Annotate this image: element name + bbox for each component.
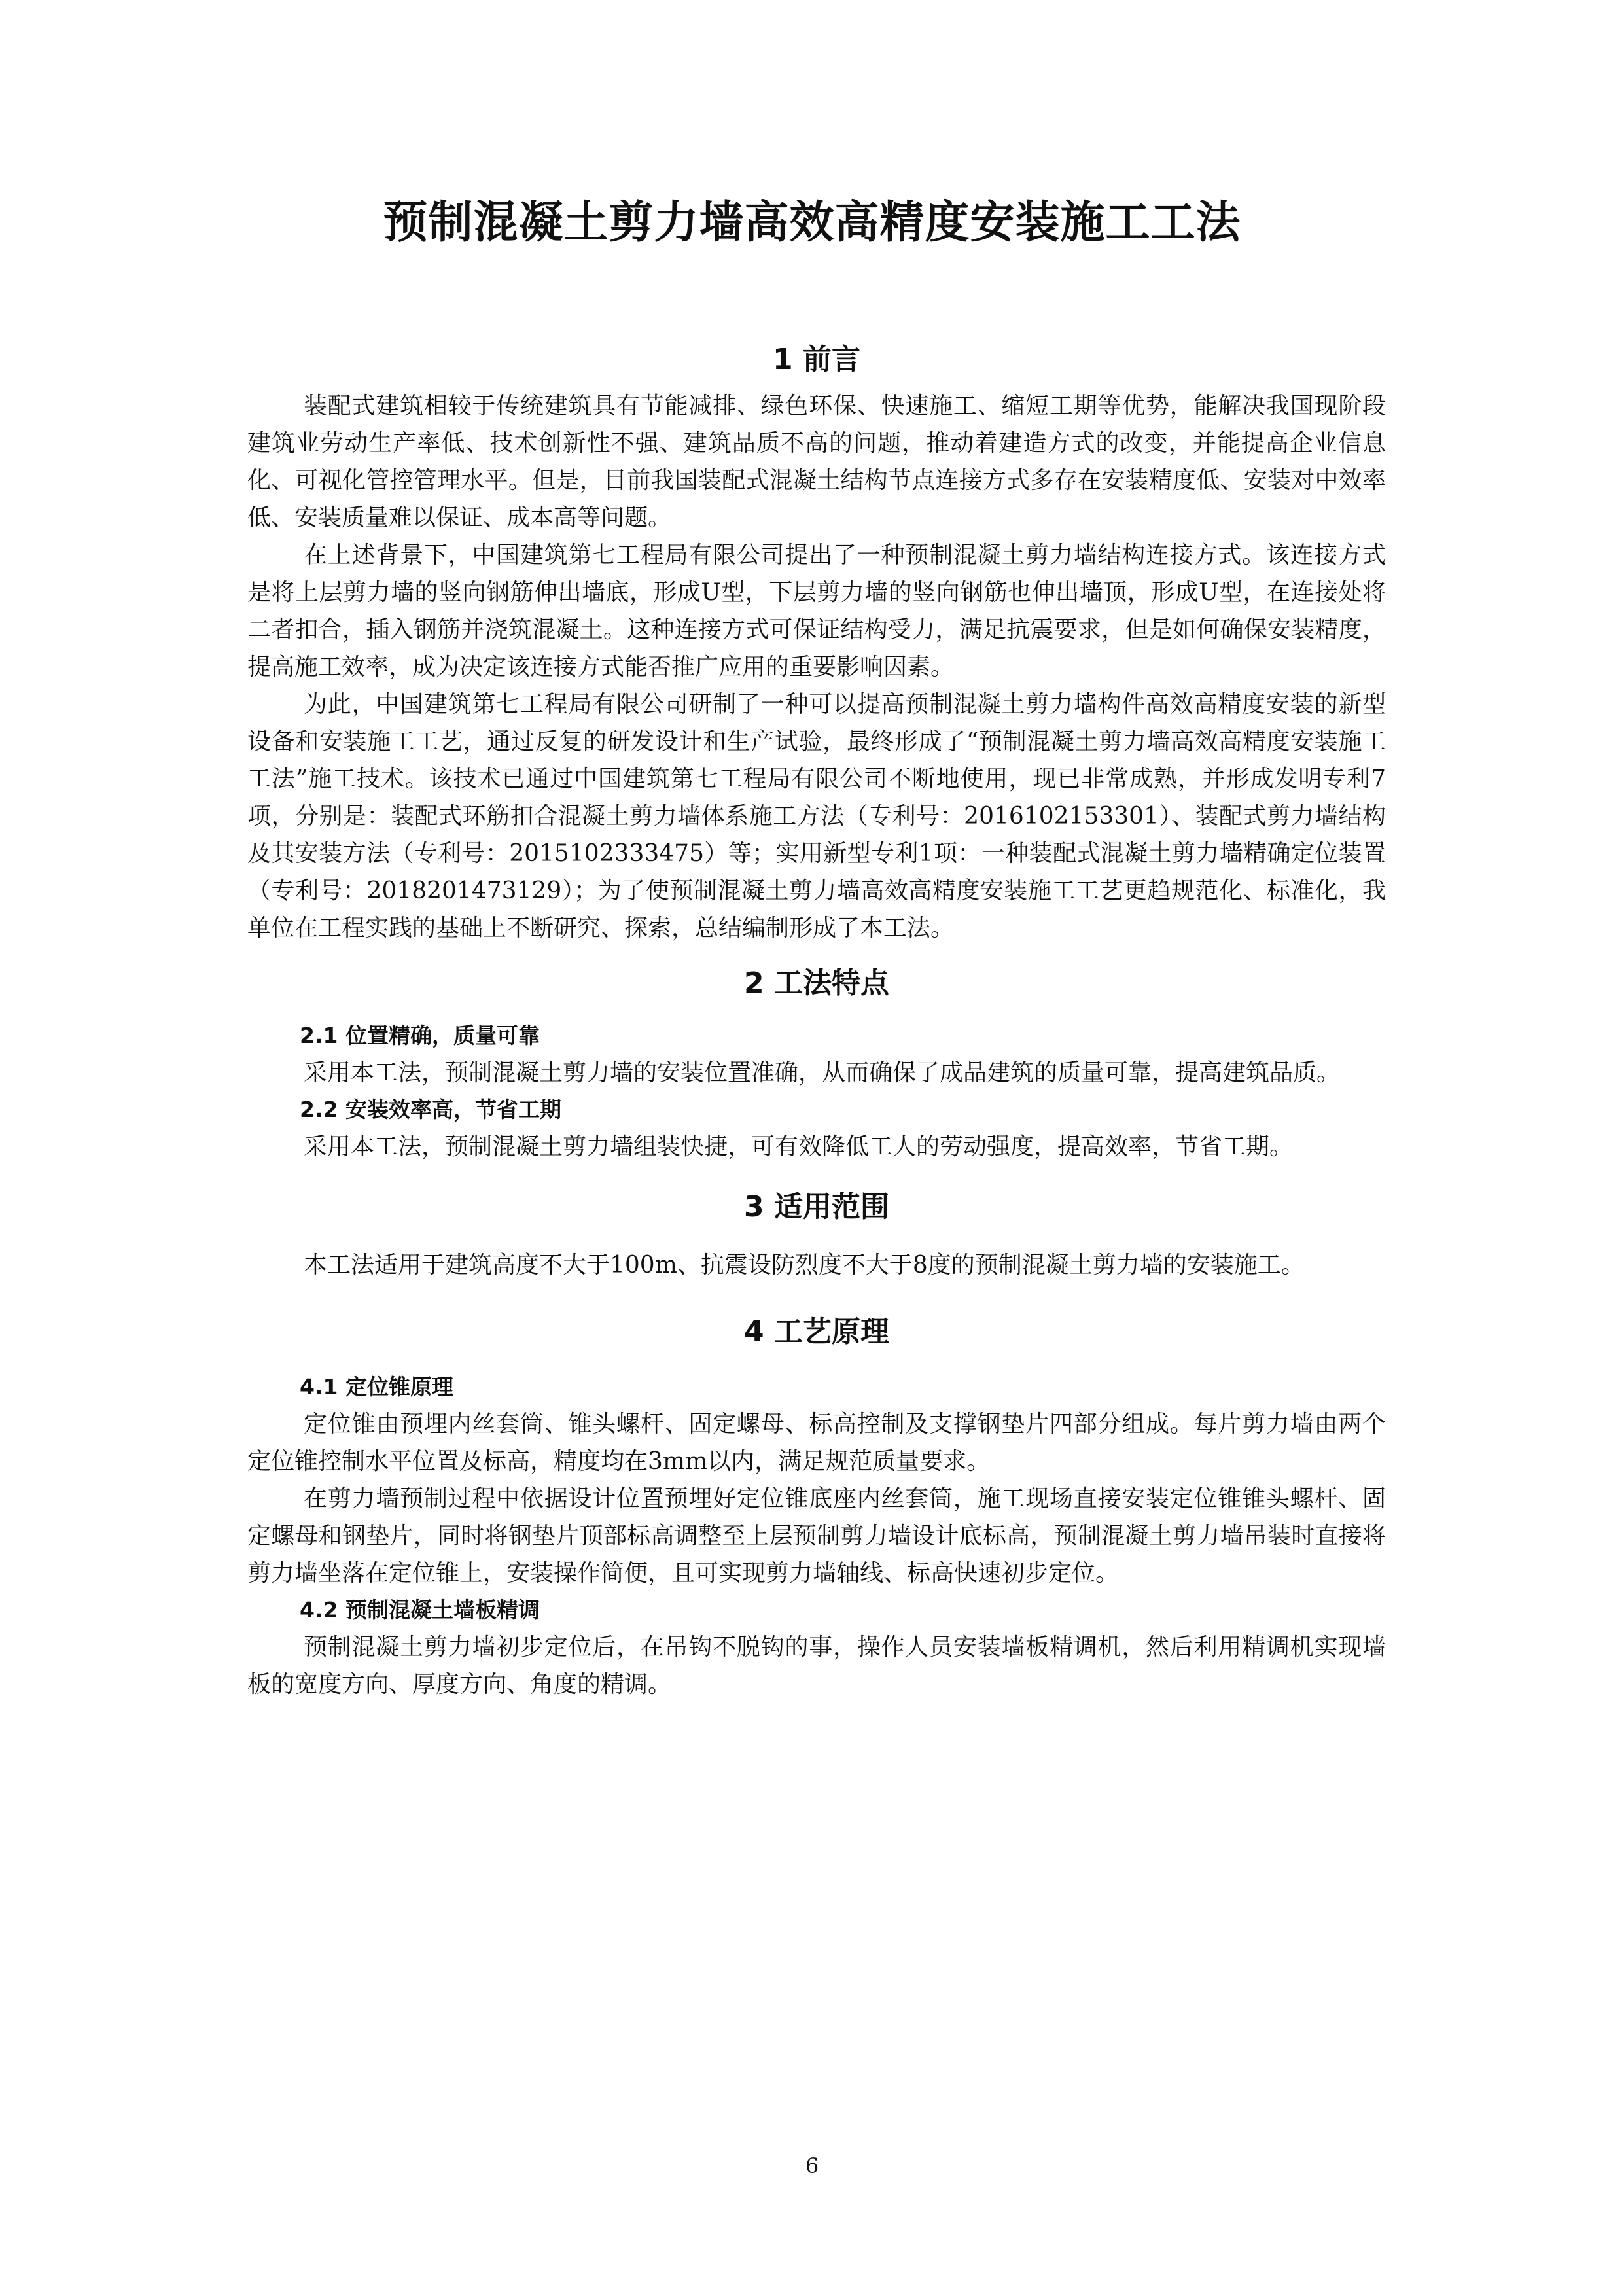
subsection-title: 位置精确，质量可靠 (345, 1023, 540, 1048)
subsection-heading (247, 1091, 1386, 1128)
paragraph: 装配式建筑相较于传统建筑具有节能减排、绿色环保、快速施工、缩短工期等优势，能解决我国现阶段建筑业劳动生产率低、技术创新性不强、建筑品质不高的问题，推动着建造方式的改变，并能提高企业信息化、可视化管控管理水平。但是，目前我国装配式混凝土结构节点连接方式多存在安装精度低、安装对中效率低、安装质量难以保证、成本高等问题。 (247, 393, 1386, 531)
section-heading: 3 适用范围 (744, 1190, 889, 1224)
section-preface (247, 340, 1386, 947)
paragraph: 预制混凝土剪力墙初步定位后，在吊钩不脱钩的事，操作人员安装墙板精调机，然后利用精调机实现墙板的宽度方向、厚度方向、角度的精调。 (247, 1634, 1386, 1698)
subsection-number: 4.2 (300, 1597, 338, 1623)
subsection-title: 预制混凝土墙板精调 (345, 1597, 540, 1623)
page-number: 6 (805, 2153, 819, 2178)
subsection-heading (247, 1369, 1386, 1405)
section-features (247, 964, 1386, 1165)
document-title: 预制混凝土剪力墙高效高精度安装施工工法 (383, 197, 1241, 249)
subsection-title: 定位锥原理 (345, 1374, 453, 1400)
paragraph: 在剪力墙预制过程中依据设计位置预埋好定位锥底座内丝套筒，施工现场直接安装定位锥锥头螺杆、固定螺母和钢垫片，同时将钢垫片顶部标高调整至上层预制剪力墙设计底标高，预制混凝土剪力墙吊装时直接将剪力墙坐落在定位锥上，安装操作简便，且可实现剪力墙轴线、标高快速初步定位。 (247, 1485, 1386, 1587)
paragraph: 采用本工法，预制混凝土剪力墙组装快捷，可有效降低工人的劳动强度，提高效率，节省工期。 (304, 1133, 1294, 1160)
section-heading: 1 前言 (773, 343, 860, 376)
subsection-heading (247, 1592, 1386, 1629)
paragraph: 本工法适用于建筑高度不大于100m、抗震设防烈度不大于8度的预制混凝土剪力墙的安装施工。 (304, 1252, 1305, 1279)
section-heading: 4 工艺原理 (744, 1315, 889, 1349)
paragraph: 为此，中国建筑第七工程局有限公司研制了一种可以提高预制混凝土剪力墙构件高效高精度安装的新型设备和安装施工工艺，通过反复的研发设计和生产试验，最终形成了“预制混凝土剪力墙高效高精度安装施工工法”施工技术。该技术已通过中国建筑第七工程局有限公司不断地使用，现已非常成熟，并形成发明专利7项，分别是：装配式环筋扣合混凝土剪力墙体系施工方法（专利号：2016102153301）、装配式剪力墙结构及其安装方法（专利号：2015102333475）等；实用新型专利1项：一种装配式混凝土剪力墙精确定位装置（专利号：2018201473129）；为了使预制混凝土剪力墙高效高精度安装施工工艺更趋规范化、标准化，我单位在工程实践的基础上不断研究、探索，总结编制形成了本工法。 (247, 691, 1386, 942)
paragraph: 定位锥由预埋内丝套筒、锥头螺杆、固定螺母、标高控制及支撑钢垫片四部分组成。每片剪力墙由两个定位锥控制水平位置及标高，精度均在3mm以内，满足规范质量要求。 (247, 1411, 1386, 1475)
subsection-number: 2.1 (300, 1023, 338, 1048)
subsection-title: 安装效率高，节省工期 (345, 1097, 561, 1122)
section-principle (247, 1313, 1386, 1703)
document-body (247, 340, 1386, 1703)
subsection-heading (247, 1017, 1386, 1054)
section-heading: 2 工法特点 (744, 966, 889, 1000)
subsection-number: 4.1 (300, 1374, 338, 1400)
paragraph: 在上述背景下，中国建筑第七工程局有限公司提出了一种预制混凝土剪力墙结构连接方式。该连接方式是将上层剪力墙的竖向钢筋伸出墙底，形成U型，下层剪力墙的竖向钢筋也伸出墙顶，形成U型，在连接处将二者扣合，插入钢筋并浇筑混凝土。这种连接方式可保证结构受力，满足抗震要求，但是如何确保安装精度，提高施工效率，成为决定该连接方式能否推广应用的重要影响因素。 (247, 542, 1386, 680)
paragraph: 采用本工法，预制混凝土剪力墙的安装位置准确，从而确保了成品建筑的质量可靠，提高建筑品质。 (304, 1059, 1341, 1086)
subsection-number: 2.2 (300, 1097, 338, 1122)
section-scope (247, 1188, 1386, 1284)
